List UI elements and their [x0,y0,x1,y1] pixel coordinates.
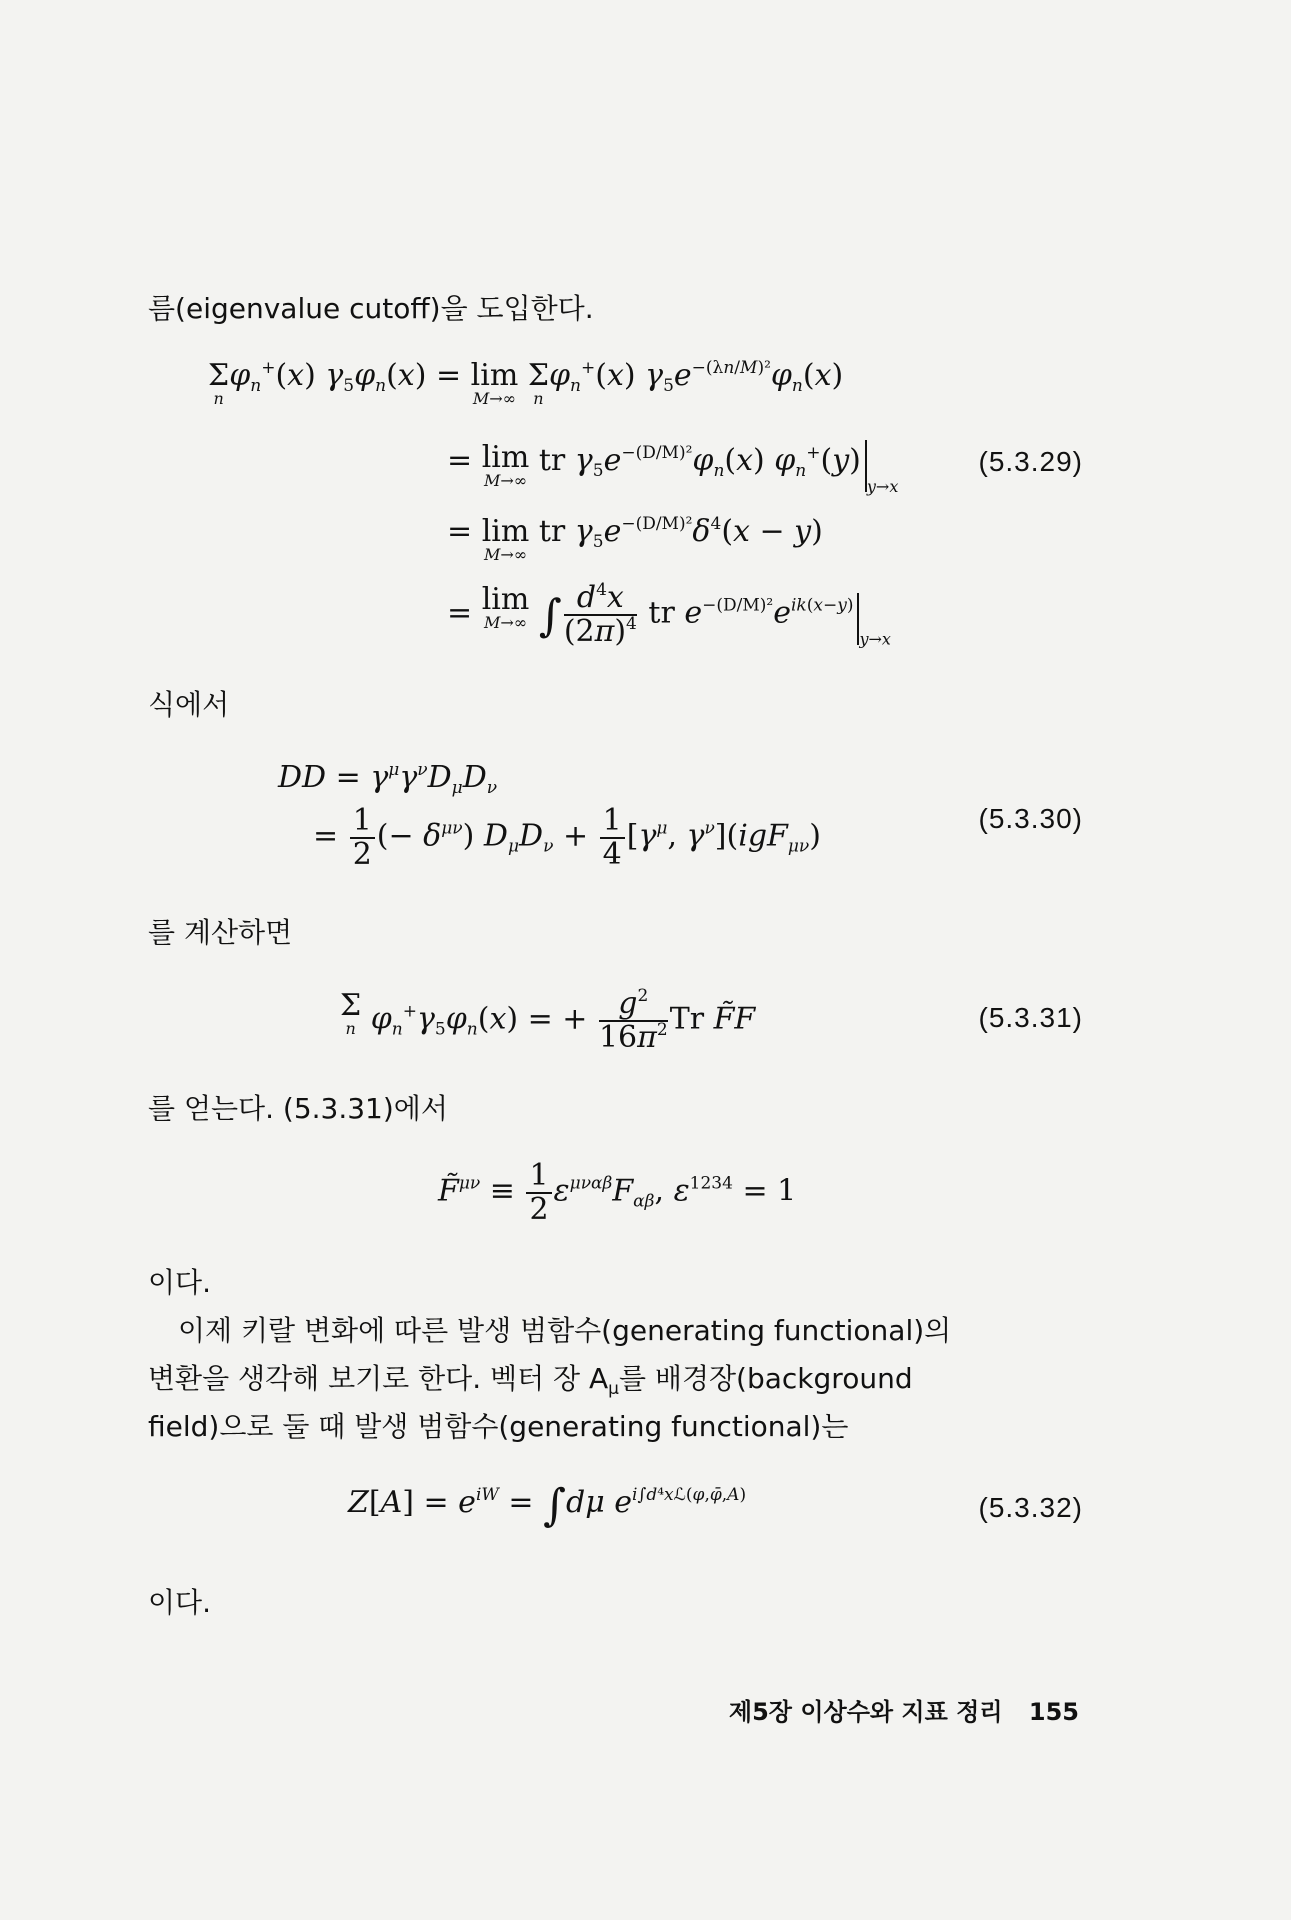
text-sigeseo: 식에서 [148,688,230,721]
equation-5-3-30-line2: = $\frac{1}{2}$ (− $\delta^{\mu\nu}$) $D_\mu D_\nu$ + $\frac{1}{4}$ [$\gamma^\mu$, $\gamma^\nu](igF_{\mu\nu})$ [313,803,821,872]
equation-number-5-3-32: (5.3.32) [978,1492,1083,1523]
page-footer [729,1692,1079,1727]
paragraph-line-2-end: 를 배경장(background [618,1362,913,1395]
equation-5-3-29-line3: = lim M→∞ tr $\gamma_5e^{-(D/M)^2}\delta^4(x - y)$ [447,514,823,564]
paragraph-line-2 [148,1362,913,1399]
equation-number-5-3-29: (5.3.29) [978,446,1083,477]
text-compute: 를 계산하면 [148,916,293,949]
equation-5-3-29-line1: Σ n $\varphi_n^+(x) \gamma_5\varphi_n(x) = \lim$ M→∞ Σ n $\varphi_n^+(x)$ $\gamma_5e^{-(\lambda n/M)^2}\varphi_n(x)$ [208,358,844,408]
page-number: 155 [1028,1698,1079,1726]
equation-number-5-3-30: (5.3.30) [978,803,1083,834]
paragraph-line-2-sub: μ [608,1379,619,1399]
paragraph-line-3: field)으로 둘 때 발생 범함수(generating functional)는 [148,1410,849,1443]
equation-dual-field: F̃$^{\mu\nu}$ ≡ $\frac{1}{2}$ $\varepsilon^{\mu\nu\alpha\beta}F_{\alpha\beta}$, $\varepsilon^{1234} = 1$ [438,1158,797,1227]
text-obtain: 를 얻는다. (5.3.31)에서 [148,1092,448,1125]
equation-5-3-30-line1: DD = $\gamma^\mu\gamma^\nu D_\mu D_\nu$ [278,760,498,798]
equation-5-3-29-line2: = lim M→∞ tr $\gamma_5e^{-(D/M)^2}\varphi_n(x)$ $\varphi_n^+(y)_{y\to x}$ [447,440,899,496]
equation-number-5-3-31: (5.3.31) [978,1002,1083,1033]
text-ida-1: 이다. [148,1266,211,1299]
equation-5-3-32: $Z[A] = e^{iW} = \int d\mu$ $e^{i\int d^4xℒ(\varphi,\varphī,A)}$ [348,1480,747,1531]
chapter-title: 제5장 이상수와 지표 정리 [728,1698,1003,1726]
equation-5-3-31: Σ n $\varphi_n^+\gamma_5\varphi_n(x)$ = + $\frac{g^2}{16\pi^2}$ Tr F̃F [340,986,756,1055]
paragraph-line-1: 이제 키랄 변화에 따른 발생 범함수(generating functional)의 [178,1314,952,1347]
text-ida-2: 이다. [148,1586,211,1619]
equation-5-3-29-line4: = lim M→∞ ∫ $\frac{d^4x}{(2\pi)^4}$ tr $e^{-(D/M)^2}e^{ik(x-y)}_{y\to x}$ [447,580,891,649]
paragraph-line-2-start: 변환을 생각해 보기로 한다. 벡터 장 A [148,1362,609,1395]
text-eigenvalue-cutoff: 름(eigenvalue cutoff)을 도입한다. [148,292,594,325]
